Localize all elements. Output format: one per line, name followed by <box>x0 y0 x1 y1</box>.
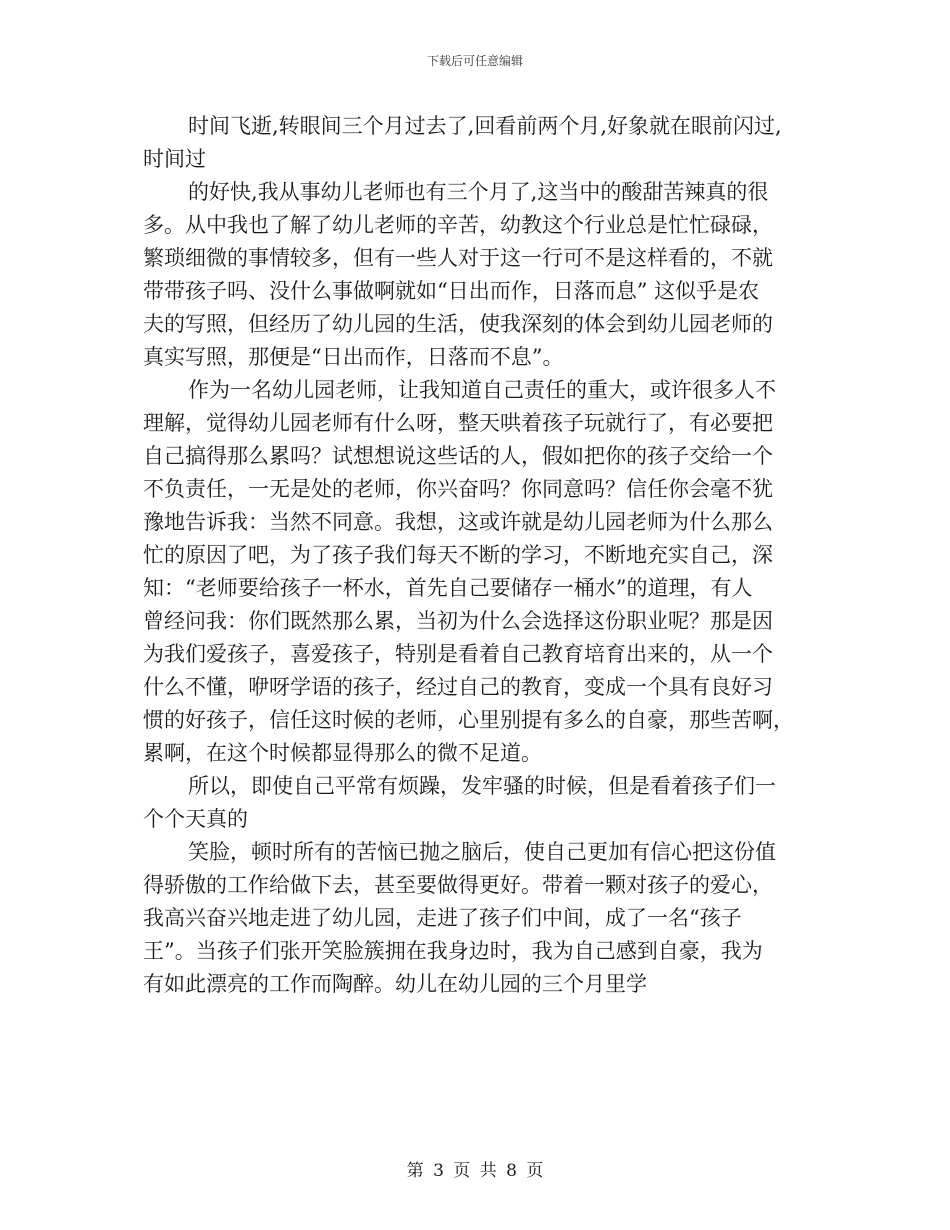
text-line: 我高兴奋兴地走进了幼儿园，走进了孩子们中间，成了一名“孩子 <box>143 906 742 930</box>
text-line: 累啊，在这个时候都显得那么的微不足道。 <box>143 741 542 765</box>
text-line: 作为一名幼儿园老师，让我知道自己责任的重大，或许很多人不 <box>188 378 776 402</box>
text-line: 笑脸，顿时所有的苦恼已抛之脑后，使自己更加有信心把这份值 <box>188 840 776 864</box>
text-line: 自己搞得那么累吗？试想想说这些话的人，假如把你的孩子交给一个 <box>143 444 773 468</box>
text-line: 忙的原因了吧，为了孩子我们每天不断的学习，不断地充实自己，深 <box>143 543 773 567</box>
text-line: 什么不懂，咿呀学语的孩子，经过自己的教育，变成一个具有良好习 <box>143 675 773 699</box>
text-line: 曾经问我：你们既然那么累，当初为什么会选择这份职业呢？那是因 <box>143 609 773 633</box>
text-line: 个个天真的 <box>143 807 248 831</box>
text-line: 的好快,我从事幼儿老师也有三个月了,这当中的酸甜苦辣真的很 <box>188 180 769 204</box>
page-footer: 第 3 页 共 8 页 <box>406 1161 544 1181</box>
document-body <box>143 110 823 1001</box>
text-line: 不负责任，一无是处的老师，你兴奋吗？你同意吗？信任你会毫不犹 <box>143 477 773 501</box>
text-line: 王”。当孩子们张开笑脸簇拥在我身边时，我为自己感到自豪，我为 <box>143 939 763 963</box>
text-line: 带带孩子吗、没什么事做啊就如“日出而作，日落而息” 这似乎是农 <box>143 279 760 303</box>
text-line: 繁琐细微的事情较多，但有一些人对于这一行可不是这样看的，不就 <box>143 246 773 270</box>
text-line: 理解，觉得幼儿园老师有什么呀，整天哄着孩子玩就行了，有必要把 <box>143 411 773 435</box>
text-line: 时间飞逝,转眼间三个月过去了,回看前两个月,好象就在眼前闪过, <box>188 114 782 138</box>
text-line: 惯的好孩子，信任这时候的老师，心里别提有多么的自豪，那些苦啊， <box>143 708 794 732</box>
text-line: 时间过 <box>143 147 206 171</box>
text-line: 得骄傲的工作给做下去，甚至要做得更好。带着一颗对孩子的爱心， <box>143 873 773 897</box>
text-line: 真实写照，那便是“日出而作，日落而不息”。 <box>143 345 564 369</box>
text-line: 知：“老师要给孩子一杯水，首先自己要储存一桶水”的道理，有人 <box>143 576 753 600</box>
text-line: 为我们爱孩子，喜爱孩子，特别是看着自己教育培育出来的，从一个 <box>143 642 773 666</box>
text-line: 所以，即使自己平常有烦躁，发牢骚的时候，但是看着孩子们一 <box>188 774 776 798</box>
page-header: 下载后可任意编辑 <box>426 54 523 68</box>
text-line: 有如此漂亮的工作而陶醉。幼儿在幼儿园的三个月里学 <box>143 972 647 996</box>
text-line: 多。从中我也了解了幼儿老师的辛苦，幼教这个行业总是忙忙碌碌， <box>143 213 773 237</box>
text-line: 夫的写照，但经历了幼儿园的生活，使我深刻的体会到幼儿园老师的 <box>143 312 773 336</box>
text-line: 豫地告诉我：当然不同意。我想，这或许就是幼儿园老师为什么那么 <box>143 510 773 534</box>
